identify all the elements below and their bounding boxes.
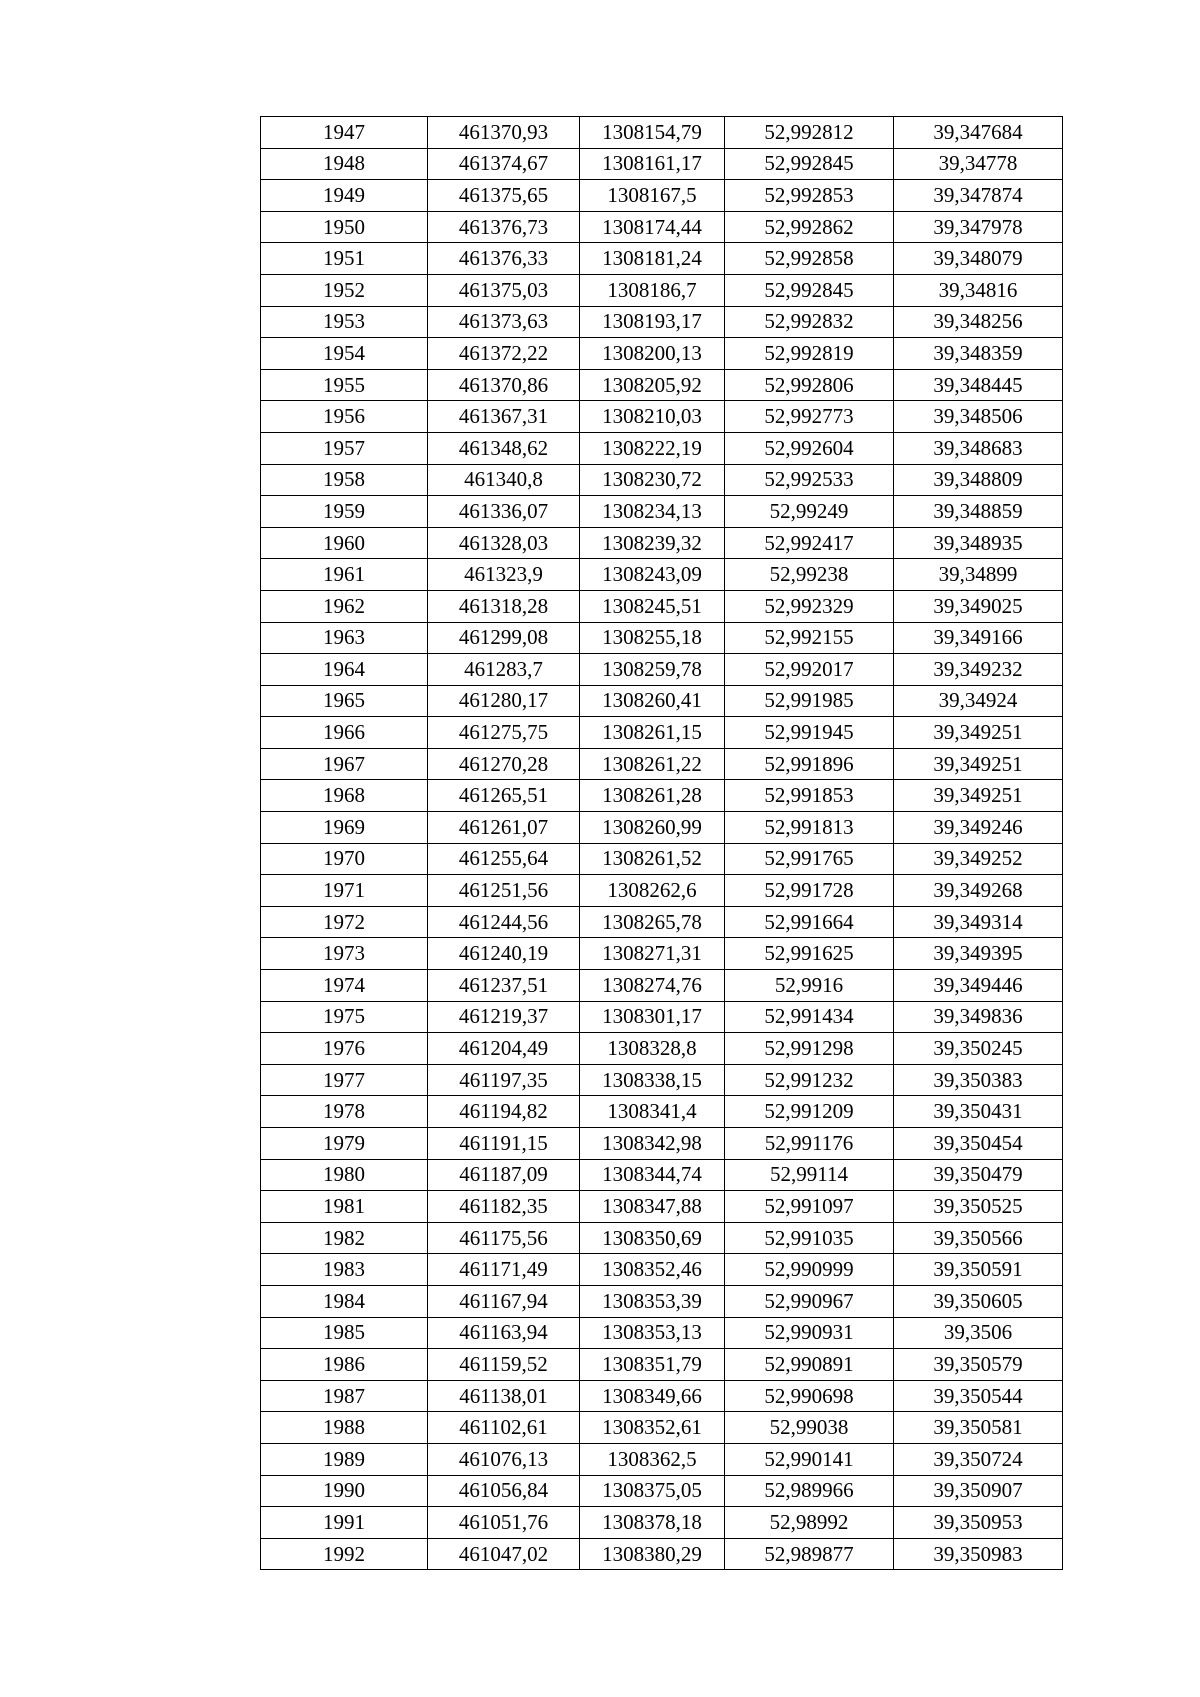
- y-coordinate-cell: 1308261,22: [580, 748, 725, 780]
- latitude-cell: 52,991035: [725, 1222, 894, 1254]
- longitude-cell: 39,348506: [894, 401, 1063, 433]
- x-coordinate-cell: 461102,61: [428, 1412, 580, 1444]
- x-coordinate-cell: 461372,22: [428, 338, 580, 370]
- longitude-cell: 39,347978: [894, 211, 1063, 243]
- point-number-cell: 1947: [261, 117, 428, 149]
- longitude-cell: 39,349246: [894, 812, 1063, 844]
- table-row: [261, 875, 1063, 907]
- longitude-cell: 39,348809: [894, 464, 1063, 496]
- x-coordinate-cell: 461182,35: [428, 1191, 580, 1223]
- latitude-cell: 52,992853: [725, 180, 894, 212]
- latitude-cell: 52,992845: [725, 274, 894, 306]
- latitude-cell: 52,992862: [725, 211, 894, 243]
- latitude-cell: 52,99114: [725, 1159, 894, 1191]
- x-coordinate-cell: 461283,7: [428, 654, 580, 686]
- y-coordinate-cell: 1308259,78: [580, 654, 725, 686]
- longitude-cell: 39,348445: [894, 369, 1063, 401]
- y-coordinate-cell: 1308274,76: [580, 970, 725, 1002]
- point-number-cell: 1983: [261, 1254, 428, 1286]
- x-coordinate-cell: 461370,93: [428, 117, 580, 149]
- point-number-cell: 1990: [261, 1475, 428, 1507]
- latitude-cell: 52,990931: [725, 1317, 894, 1349]
- longitude-cell: 39,349268: [894, 875, 1063, 907]
- latitude-cell: 52,992806: [725, 369, 894, 401]
- x-coordinate-cell: 461204,49: [428, 1033, 580, 1065]
- longitude-cell: 39,350983: [894, 1538, 1063, 1570]
- latitude-cell: 52,991298: [725, 1033, 894, 1065]
- latitude-cell: 52,98992: [725, 1507, 894, 1539]
- table-row: [261, 117, 1063, 149]
- table-row: [261, 685, 1063, 717]
- longitude-cell: 39,350525: [894, 1191, 1063, 1223]
- y-coordinate-cell: 1308167,5: [580, 180, 725, 212]
- y-coordinate-cell: 1308239,32: [580, 527, 725, 559]
- longitude-cell: 39,349025: [894, 590, 1063, 622]
- x-coordinate-cell: 461187,09: [428, 1159, 580, 1191]
- y-coordinate-cell: 1308352,46: [580, 1254, 725, 1286]
- latitude-cell: 52,991176: [725, 1128, 894, 1160]
- x-coordinate-cell: 461138,01: [428, 1380, 580, 1412]
- x-coordinate-cell: 461270,28: [428, 748, 580, 780]
- y-coordinate-cell: 1308260,41: [580, 685, 725, 717]
- table-row: [261, 654, 1063, 686]
- x-coordinate-cell: 461163,94: [428, 1317, 580, 1349]
- table-body: [261, 117, 1063, 1570]
- y-coordinate-cell: 1308234,13: [580, 496, 725, 528]
- y-coordinate-cell: 1308245,51: [580, 590, 725, 622]
- y-coordinate-cell: 1308205,92: [580, 369, 725, 401]
- point-number-cell: 1989: [261, 1443, 428, 1475]
- table-row: [261, 148, 1063, 180]
- y-coordinate-cell: 1308353,39: [580, 1285, 725, 1317]
- latitude-cell: 52,989877: [725, 1538, 894, 1570]
- longitude-cell: 39,349395: [894, 938, 1063, 970]
- point-number-cell: 1951: [261, 243, 428, 275]
- longitude-cell: 39,350383: [894, 1064, 1063, 1096]
- longitude-cell: 39,349251: [894, 717, 1063, 749]
- latitude-cell: 52,992858: [725, 243, 894, 275]
- latitude-cell: 52,990141: [725, 1443, 894, 1475]
- longitude-cell: 39,348683: [894, 432, 1063, 464]
- latitude-cell: 52,99249: [725, 496, 894, 528]
- table-row: [261, 970, 1063, 1002]
- point-number-cell: 1952: [261, 274, 428, 306]
- x-coordinate-cell: 461240,19: [428, 938, 580, 970]
- latitude-cell: 52,992017: [725, 654, 894, 686]
- x-coordinate-cell: 461376,73: [428, 211, 580, 243]
- x-coordinate-cell: 461047,02: [428, 1538, 580, 1570]
- y-coordinate-cell: 1308174,44: [580, 211, 725, 243]
- x-coordinate-cell: 461318,28: [428, 590, 580, 622]
- table-row: [261, 1285, 1063, 1317]
- point-number-cell: 1959: [261, 496, 428, 528]
- latitude-cell: 52,991209: [725, 1096, 894, 1128]
- x-coordinate-cell: 461336,07: [428, 496, 580, 528]
- point-number-cell: 1970: [261, 843, 428, 875]
- point-number-cell: 1979: [261, 1128, 428, 1160]
- table-row: [261, 748, 1063, 780]
- latitude-cell: 52,99238: [725, 559, 894, 591]
- longitude-cell: 39,350431: [894, 1096, 1063, 1128]
- longitude-cell: 39,3506: [894, 1317, 1063, 1349]
- longitude-cell: 39,348935: [894, 527, 1063, 559]
- latitude-cell: 52,9916: [725, 970, 894, 1002]
- table-row: [261, 1349, 1063, 1381]
- point-number-cell: 1980: [261, 1159, 428, 1191]
- point-number-cell: 1968: [261, 780, 428, 812]
- point-number-cell: 1954: [261, 338, 428, 370]
- table-row: [261, 622, 1063, 654]
- table-row: [261, 717, 1063, 749]
- longitude-cell: 39,34816: [894, 274, 1063, 306]
- table-row: [261, 432, 1063, 464]
- y-coordinate-cell: 1308342,98: [580, 1128, 725, 1160]
- y-coordinate-cell: 1308210,03: [580, 401, 725, 433]
- y-coordinate-cell: 1308222,19: [580, 432, 725, 464]
- x-coordinate-cell: 461219,37: [428, 1001, 580, 1033]
- longitude-cell: 39,350581: [894, 1412, 1063, 1444]
- longitude-cell: 39,349251: [894, 780, 1063, 812]
- table-row: [261, 496, 1063, 528]
- table-row: [261, 1254, 1063, 1286]
- x-coordinate-cell: 461328,03: [428, 527, 580, 559]
- x-coordinate-cell: 461251,56: [428, 875, 580, 907]
- point-number-cell: 1972: [261, 906, 428, 938]
- table-row: [261, 306, 1063, 338]
- latitude-cell: 52,990698: [725, 1380, 894, 1412]
- latitude-cell: 52,991625: [725, 938, 894, 970]
- point-number-cell: 1987: [261, 1380, 428, 1412]
- table-row: [261, 1033, 1063, 1065]
- latitude-cell: 52,991097: [725, 1191, 894, 1223]
- point-number-cell: 1953: [261, 306, 428, 338]
- longitude-cell: 39,350566: [894, 1222, 1063, 1254]
- y-coordinate-cell: 1308261,52: [580, 843, 725, 875]
- table-row: [261, 338, 1063, 370]
- latitude-cell: 52,992812: [725, 117, 894, 149]
- x-coordinate-cell: 461255,64: [428, 843, 580, 875]
- y-coordinate-cell: 1308353,13: [580, 1317, 725, 1349]
- table-row: [261, 906, 1063, 938]
- longitude-cell: 39,350454: [894, 1128, 1063, 1160]
- point-number-cell: 1956: [261, 401, 428, 433]
- point-number-cell: 1991: [261, 1507, 428, 1539]
- point-number-cell: 1965: [261, 685, 428, 717]
- longitude-cell: 39,349446: [894, 970, 1063, 1002]
- point-number-cell: 1975: [261, 1001, 428, 1033]
- longitude-cell: 39,347684: [894, 117, 1063, 149]
- latitude-cell: 52,991434: [725, 1001, 894, 1033]
- table-row: [261, 243, 1063, 275]
- x-coordinate-cell: 461299,08: [428, 622, 580, 654]
- table-row: [261, 1191, 1063, 1223]
- point-number-cell: 1964: [261, 654, 428, 686]
- table-row: [261, 1128, 1063, 1160]
- point-number-cell: 1982: [261, 1222, 428, 1254]
- table-row: [261, 1001, 1063, 1033]
- table-row: [261, 1064, 1063, 1096]
- table-row: [261, 527, 1063, 559]
- longitude-cell: 39,350724: [894, 1443, 1063, 1475]
- latitude-cell: 52,992773: [725, 401, 894, 433]
- x-coordinate-cell: 461348,62: [428, 432, 580, 464]
- point-number-cell: 1949: [261, 180, 428, 212]
- longitude-cell: 39,34924: [894, 685, 1063, 717]
- longitude-cell: 39,350953: [894, 1507, 1063, 1539]
- x-coordinate-cell: 461167,94: [428, 1285, 580, 1317]
- latitude-cell: 52,992819: [725, 338, 894, 370]
- y-coordinate-cell: 1308362,5: [580, 1443, 725, 1475]
- table-row: [261, 590, 1063, 622]
- y-coordinate-cell: 1308243,09: [580, 559, 725, 591]
- x-coordinate-cell: 461175,56: [428, 1222, 580, 1254]
- x-coordinate-cell: 461244,56: [428, 906, 580, 938]
- longitude-cell: 39,349166: [894, 622, 1063, 654]
- latitude-cell: 52,990999: [725, 1254, 894, 1286]
- point-number-cell: 1977: [261, 1064, 428, 1096]
- y-coordinate-cell: 1308161,17: [580, 148, 725, 180]
- x-coordinate-cell: 461261,07: [428, 812, 580, 844]
- table-row: [261, 369, 1063, 401]
- point-number-cell: 1974: [261, 970, 428, 1002]
- x-coordinate-cell: 461367,31: [428, 401, 580, 433]
- table-row: [261, 1475, 1063, 1507]
- y-coordinate-cell: 1308186,7: [580, 274, 725, 306]
- y-coordinate-cell: 1308260,99: [580, 812, 725, 844]
- latitude-cell: 52,992533: [725, 464, 894, 496]
- x-coordinate-cell: 461376,33: [428, 243, 580, 275]
- longitude-cell: 39,350245: [894, 1033, 1063, 1065]
- x-coordinate-cell: 461191,15: [428, 1128, 580, 1160]
- longitude-cell: 39,348079: [894, 243, 1063, 275]
- longitude-cell: 39,349251: [894, 748, 1063, 780]
- longitude-cell: 39,348256: [894, 306, 1063, 338]
- x-coordinate-cell: 461375,65: [428, 180, 580, 212]
- point-number-cell: 1961: [261, 559, 428, 591]
- y-coordinate-cell: 1308181,24: [580, 243, 725, 275]
- point-number-cell: 1950: [261, 211, 428, 243]
- y-coordinate-cell: 1308349,66: [580, 1380, 725, 1412]
- point-number-cell: 1984: [261, 1285, 428, 1317]
- longitude-cell: 39,348859: [894, 496, 1063, 528]
- y-coordinate-cell: 1308328,8: [580, 1033, 725, 1065]
- point-number-cell: 1967: [261, 748, 428, 780]
- y-coordinate-cell: 1308230,72: [580, 464, 725, 496]
- table-row: [261, 780, 1063, 812]
- point-number-cell: 1971: [261, 875, 428, 907]
- table-row: [261, 1507, 1063, 1539]
- point-number-cell: 1958: [261, 464, 428, 496]
- longitude-cell: 39,347874: [894, 180, 1063, 212]
- table-row: [261, 1317, 1063, 1349]
- x-coordinate-cell: 461275,75: [428, 717, 580, 749]
- x-coordinate-cell: 461373,63: [428, 306, 580, 338]
- longitude-cell: 39,350479: [894, 1159, 1063, 1191]
- coordinates-table: [260, 116, 1063, 1570]
- point-number-cell: 1973: [261, 938, 428, 970]
- latitude-cell: 52,992845: [725, 148, 894, 180]
- point-number-cell: 1978: [261, 1096, 428, 1128]
- y-coordinate-cell: 1308262,6: [580, 875, 725, 907]
- longitude-cell: 39,349314: [894, 906, 1063, 938]
- longitude-cell: 39,34899: [894, 559, 1063, 591]
- table-row: [261, 211, 1063, 243]
- latitude-cell: 52,991945: [725, 717, 894, 749]
- table-row: [261, 1538, 1063, 1570]
- y-coordinate-cell: 1308154,79: [580, 117, 725, 149]
- latitude-cell: 52,991896: [725, 748, 894, 780]
- point-number-cell: 1969: [261, 812, 428, 844]
- y-coordinate-cell: 1308338,15: [580, 1064, 725, 1096]
- y-coordinate-cell: 1308265,78: [580, 906, 725, 938]
- table-row: [261, 1222, 1063, 1254]
- x-coordinate-cell: 461237,51: [428, 970, 580, 1002]
- latitude-cell: 52,992155: [725, 622, 894, 654]
- y-coordinate-cell: 1308347,88: [580, 1191, 725, 1223]
- y-coordinate-cell: 1308341,4: [580, 1096, 725, 1128]
- x-coordinate-cell: 461171,49: [428, 1254, 580, 1286]
- longitude-cell: 39,350544: [894, 1380, 1063, 1412]
- table-row: [261, 812, 1063, 844]
- latitude-cell: 52,991765: [725, 843, 894, 875]
- x-coordinate-cell: 461194,82: [428, 1096, 580, 1128]
- longitude-cell: 39,350907: [894, 1475, 1063, 1507]
- table-row: [261, 180, 1063, 212]
- point-number-cell: 1955: [261, 369, 428, 401]
- table-row: [261, 464, 1063, 496]
- table-row: [261, 274, 1063, 306]
- y-coordinate-cell: 1308271,31: [580, 938, 725, 970]
- y-coordinate-cell: 1308351,79: [580, 1349, 725, 1381]
- x-coordinate-cell: 461159,52: [428, 1349, 580, 1381]
- y-coordinate-cell: 1308375,05: [580, 1475, 725, 1507]
- latitude-cell: 52,99038: [725, 1412, 894, 1444]
- y-coordinate-cell: 1308261,28: [580, 780, 725, 812]
- y-coordinate-cell: 1308301,17: [580, 1001, 725, 1033]
- x-coordinate-cell: 461370,86: [428, 369, 580, 401]
- latitude-cell: 52,991664: [725, 906, 894, 938]
- longitude-cell: 39,350591: [894, 1254, 1063, 1286]
- x-coordinate-cell: 461323,9: [428, 559, 580, 591]
- y-coordinate-cell: 1308255,18: [580, 622, 725, 654]
- point-number-cell: 1966: [261, 717, 428, 749]
- x-coordinate-cell: 461280,17: [428, 685, 580, 717]
- point-number-cell: 1992: [261, 1538, 428, 1570]
- table-row: [261, 1443, 1063, 1475]
- table-row: [261, 1380, 1063, 1412]
- latitude-cell: 52,992832: [725, 306, 894, 338]
- longitude-cell: 39,349252: [894, 843, 1063, 875]
- y-coordinate-cell: 1308378,18: [580, 1507, 725, 1539]
- x-coordinate-cell: 461056,84: [428, 1475, 580, 1507]
- x-coordinate-cell: 461375,03: [428, 274, 580, 306]
- point-number-cell: 1963: [261, 622, 428, 654]
- latitude-cell: 52,991853: [725, 780, 894, 812]
- latitude-cell: 52,990891: [725, 1349, 894, 1381]
- latitude-cell: 52,990967: [725, 1285, 894, 1317]
- table-row: [261, 938, 1063, 970]
- latitude-cell: 52,991232: [725, 1064, 894, 1096]
- latitude-cell: 52,992604: [725, 432, 894, 464]
- longitude-cell: 39,349836: [894, 1001, 1063, 1033]
- y-coordinate-cell: 1308380,29: [580, 1538, 725, 1570]
- table-row: [261, 401, 1063, 433]
- point-number-cell: 1985: [261, 1317, 428, 1349]
- point-number-cell: 1988: [261, 1412, 428, 1444]
- table-row: [261, 1096, 1063, 1128]
- latitude-cell: 52,991985: [725, 685, 894, 717]
- point-number-cell: 1957: [261, 432, 428, 464]
- x-coordinate-cell: 461265,51: [428, 780, 580, 812]
- y-coordinate-cell: 1308350,69: [580, 1222, 725, 1254]
- x-coordinate-cell: 461340,8: [428, 464, 580, 496]
- point-number-cell: 1986: [261, 1349, 428, 1381]
- table-row: [261, 1159, 1063, 1191]
- y-coordinate-cell: 1308200,13: [580, 338, 725, 370]
- longitude-cell: 39,350579: [894, 1349, 1063, 1381]
- point-number-cell: 1976: [261, 1033, 428, 1065]
- x-coordinate-cell: 461197,35: [428, 1064, 580, 1096]
- point-number-cell: 1981: [261, 1191, 428, 1223]
- y-coordinate-cell: 1308344,74: [580, 1159, 725, 1191]
- table-row: [261, 1412, 1063, 1444]
- longitude-cell: 39,348359: [894, 338, 1063, 370]
- table-row: [261, 843, 1063, 875]
- point-number-cell: 1948: [261, 148, 428, 180]
- x-coordinate-cell: 461374,67: [428, 148, 580, 180]
- point-number-cell: 1962: [261, 590, 428, 622]
- y-coordinate-cell: 1308193,17: [580, 306, 725, 338]
- point-number-cell: 1960: [261, 527, 428, 559]
- latitude-cell: 52,992417: [725, 527, 894, 559]
- longitude-cell: 39,349232: [894, 654, 1063, 686]
- x-coordinate-cell: 461076,13: [428, 1443, 580, 1475]
- latitude-cell: 52,991813: [725, 812, 894, 844]
- latitude-cell: 52,989966: [725, 1475, 894, 1507]
- y-coordinate-cell: 1308261,15: [580, 717, 725, 749]
- y-coordinate-cell: 1308352,61: [580, 1412, 725, 1444]
- longitude-cell: 39,350605: [894, 1285, 1063, 1317]
- longitude-cell: 39,34778: [894, 148, 1063, 180]
- table-row: [261, 559, 1063, 591]
- latitude-cell: 52,992329: [725, 590, 894, 622]
- x-coordinate-cell: 461051,76: [428, 1507, 580, 1539]
- latitude-cell: 52,991728: [725, 875, 894, 907]
